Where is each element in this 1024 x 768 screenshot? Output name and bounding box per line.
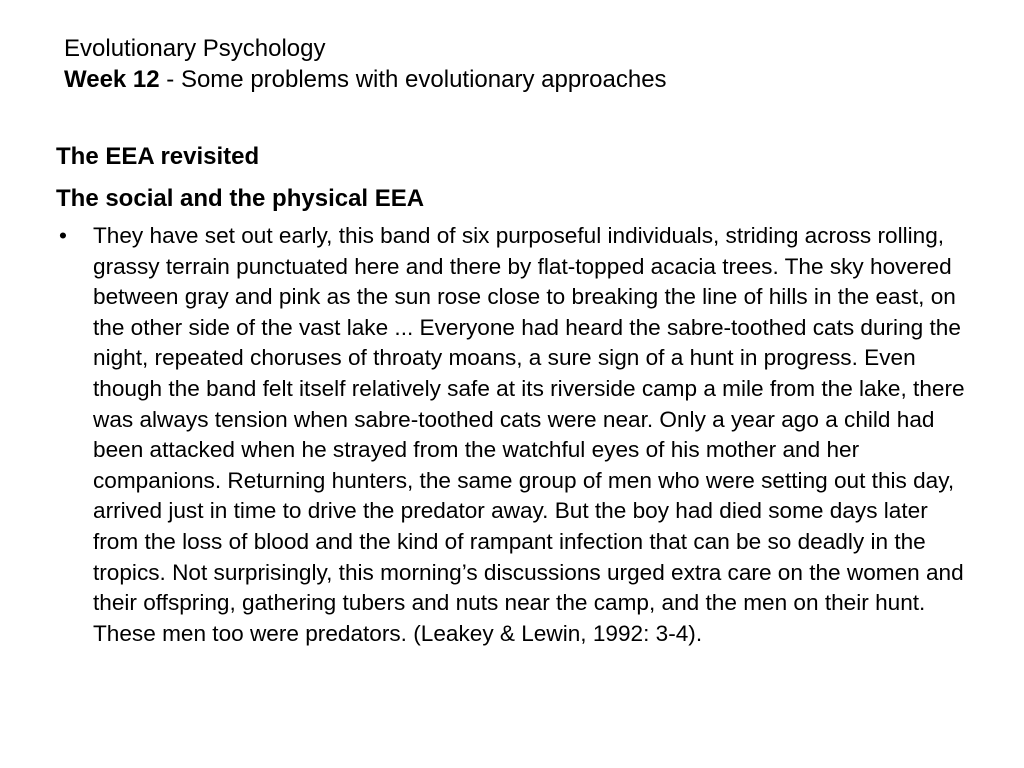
- slide-content: [56, 141, 976, 649]
- bullet-dot: •: [59, 223, 67, 248]
- subsection-heading: The social and the physical EEA: [56, 185, 425, 212]
- week-title: [64, 64, 667, 95]
- bullet-item: [56, 221, 973, 649]
- week-label: Week 12: [64, 66, 160, 93]
- slide-header: [64, 33, 667, 95]
- course-title: Evolutionary Psychology: [64, 35, 326, 62]
- week-topic: - Some problems with evolutionary approaches: [159, 66, 667, 93]
- section-heading: The EEA revisited: [56, 143, 260, 170]
- quote-paragraph: They have set out early, this band of six purposeful individuals, striding across rolling, grassy terrain punctuated here and there by flat-topped acacia trees. The sky hovered between gray and pink as the sun rose close to breaking the line of hills in the east, on the other side of the vast lake ... Everyone had heard the sabre-toothed cats during the night, repeated choruses of throaty moans, a sure sign of a hunt in progress. Even though the band felt itself relatively safe at its riverside camp a mile from the lake, there was always tension when sabre-toothed cats were near. Only a year ago a child had been attacked when he strayed from the watchful eyes of his mother and her companions. Returning hunters, the same group of men who were setting out this day, arrived just in time to drive the predator away. But the boy had died some days later from the loss of blood and the kind of rampant infection that can be so deadly in the tropics. Not surprisingly, this morning’s discussions urged extra care on the women and their offspring, gathering tubers and nuts near the camp, and the men on their hunt. These men too were predators. (Leakey & Lewin, 1992: 3-4).: [93, 223, 965, 646]
